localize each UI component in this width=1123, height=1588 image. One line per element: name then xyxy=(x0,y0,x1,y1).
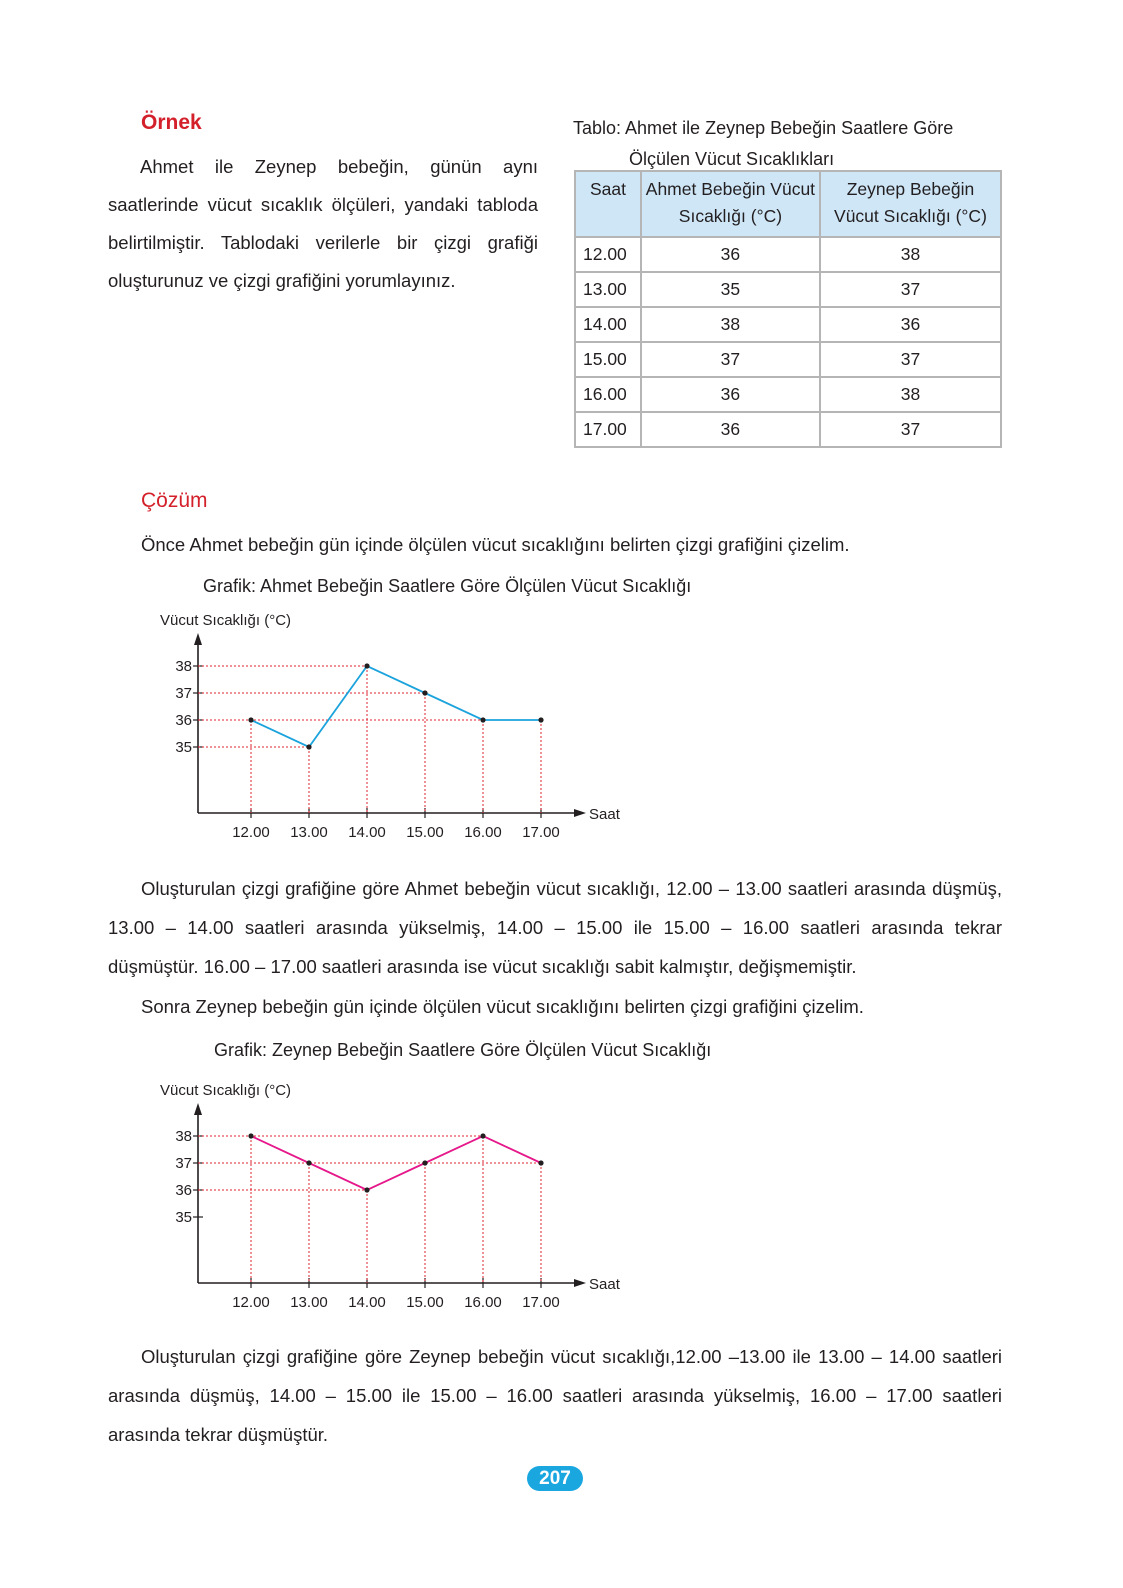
y-tick-label: 38 xyxy=(175,658,192,675)
x-tick-label: 15.00 xyxy=(406,1294,444,1311)
table-header-ahmet: Ahmet Bebeğin Vücut Sıcaklığı (°C) xyxy=(641,171,820,237)
x-tick-label: 16.00 xyxy=(464,824,502,841)
y-tick-label: 35 xyxy=(175,1209,192,1226)
table-cell-zeynep: 36 xyxy=(820,307,1001,342)
data-point xyxy=(480,717,485,722)
table-row xyxy=(575,307,1001,342)
table-caption xyxy=(573,113,1003,175)
x-tick-label: 15.00 xyxy=(406,824,444,841)
data-point xyxy=(422,1160,427,1165)
data-point xyxy=(248,1133,253,1138)
y-axis-label: Vücut Sıcaklığı (°C) xyxy=(160,1082,292,1099)
table-cell-ahmet: 36 xyxy=(641,412,820,447)
data-point xyxy=(480,1133,485,1138)
page-number: 207 xyxy=(527,1466,583,1491)
x-tick-label: 12.00 xyxy=(232,824,270,841)
x-tick-label: 13.00 xyxy=(290,824,328,841)
table-cell-ahmet: 36 xyxy=(641,237,820,272)
example-text: Ahmet ile Zeynep bebeğin, günün aynı saatlerinde vücut sıcaklık ölçüleri, yandaki tabloda belirtilmiştir. Tablodaki verilerle bir çizgi grafiği oluşturunuz ve çizgi grafiğini yorumlayınız. xyxy=(108,156,538,291)
table-cell-zeynep: 37 xyxy=(820,272,1001,307)
table-cell-ahmet: 36 xyxy=(641,377,820,412)
x-axis-arrow-icon xyxy=(574,1279,586,1287)
x-axis-label: Saat xyxy=(589,806,620,823)
table-caption-line2: Ölçülen Vücut Sıcaklıkları xyxy=(629,149,835,169)
table-cell-time: 16.00 xyxy=(575,377,641,412)
y-tick-label: 36 xyxy=(175,712,192,729)
data-point xyxy=(364,663,369,668)
data-point xyxy=(538,717,543,722)
data-point xyxy=(248,717,253,722)
table-header-zeynep: Zeynep Bebeğin Vücut Sıcaklığı (°C) xyxy=(820,171,1001,237)
y-tick-label: 36 xyxy=(175,1182,192,1199)
y-axis-arrow-icon xyxy=(194,633,202,645)
table-cell-time: 15.00 xyxy=(575,342,641,377)
intro-ahmet: Önce Ahmet bebeğin gün içinde ölçülen vücut sıcaklığını belirten çizgi grafiğini çizelim. xyxy=(141,534,850,555)
y-axis-arrow-icon xyxy=(194,1103,202,1115)
table-row xyxy=(575,237,1001,272)
data-point xyxy=(538,1160,543,1165)
table-cell-time: 13.00 xyxy=(575,272,641,307)
temperature-table xyxy=(574,170,1002,448)
table-cell-zeynep: 38 xyxy=(820,377,1001,412)
y-axis-label: Vücut Sıcaklığı (°C) xyxy=(160,612,292,629)
table-row xyxy=(575,272,1001,307)
example-title: Örnek xyxy=(141,111,202,134)
table-row xyxy=(575,377,1001,412)
data-point xyxy=(364,1187,369,1192)
x-tick-label: 17.00 xyxy=(522,1294,560,1311)
table-row xyxy=(575,342,1001,377)
table-header-saat: Saat xyxy=(575,171,641,237)
table-caption-line1: Tablo: Ahmet ile Zeynep Bebeğin Saatlere Göre xyxy=(573,118,954,138)
chart-zeynep xyxy=(150,1075,650,1325)
table-cell-ahmet: 38 xyxy=(641,307,820,342)
table-header-row xyxy=(575,171,1001,237)
x-tick-label: 14.00 xyxy=(348,824,386,841)
x-tick-label: 14.00 xyxy=(348,1294,386,1311)
x-tick-label: 13.00 xyxy=(290,1294,328,1311)
data-point xyxy=(306,1160,311,1165)
x-tick-label: 12.00 xyxy=(232,1294,270,1311)
y-tick-label: 37 xyxy=(175,1155,192,1172)
x-tick-label: 16.00 xyxy=(464,1294,502,1311)
y-tick-label: 37 xyxy=(175,685,192,702)
table-cell-ahmet: 35 xyxy=(641,272,820,307)
chart-ahmet xyxy=(150,605,650,855)
table-cell-ahmet: 37 xyxy=(641,342,820,377)
data-point xyxy=(306,744,311,749)
table-cell-zeynep: 38 xyxy=(820,237,1001,272)
y-tick-label: 35 xyxy=(175,739,192,756)
x-tick-label: 17.00 xyxy=(522,824,560,841)
data-point xyxy=(422,690,427,695)
table-cell-zeynep: 37 xyxy=(820,412,1001,447)
y-tick-label: 38 xyxy=(175,1128,192,1145)
table-cell-time: 14.00 xyxy=(575,307,641,342)
x-axis-arrow-icon xyxy=(574,809,586,817)
x-axis-label: Saat xyxy=(589,1276,620,1293)
chart-zeynep-title: Grafik: Zeynep Bebeğin Saatlere Göre Ölçülen Vücut Sıcaklığı xyxy=(214,1040,712,1060)
table-cell-time: 12.00 xyxy=(575,237,641,272)
table-cell-time: 17.00 xyxy=(575,412,641,447)
table-cell-zeynep: 37 xyxy=(820,342,1001,377)
chart-ahmet-title: Grafik: Ahmet Bebeğin Saatlere Göre Ölçülen Vücut Sıcaklığı xyxy=(203,576,692,596)
intro-zeynep: Sonra Zeynep bebeğin gün içinde ölçülen vücut sıcaklığını belirten çizgi grafiğini çizelim. xyxy=(141,996,864,1017)
solution-title: Çözüm xyxy=(141,489,208,512)
table-row xyxy=(575,412,1001,447)
comment-ahmet: Oluşturulan çizgi grafiğine göre Ahmet bebeğin vücut sıcaklığı, 12.00 – 13.00 saatleri arasında düşmüş, 13.00 – 14.00 saatleri arasında yükselmiş, 14.00 – 15.00 ile 15.00 – 16.00 saatleri arasında tekrar düşmüştür. 16.00 – 17.00 saatleri arasında ise vücut sıcaklığı sabit kalmıştır, değişmemiştir. xyxy=(108,878,1002,977)
series-line xyxy=(251,666,541,747)
comment-zeynep: Oluşturulan çizgi grafiğine göre Zeynep bebeğin vücut sıcaklığı,12.00 –13.00 ile 13.00 – 14.00 saatleri arasında düşmüş, 14.00 – 15.00 ile 15.00 – 16.00 saatleri arasında yükselmiş, 16.00 – 17.00 saatleri arasında tekrar düşmüştür. xyxy=(108,1346,1002,1445)
